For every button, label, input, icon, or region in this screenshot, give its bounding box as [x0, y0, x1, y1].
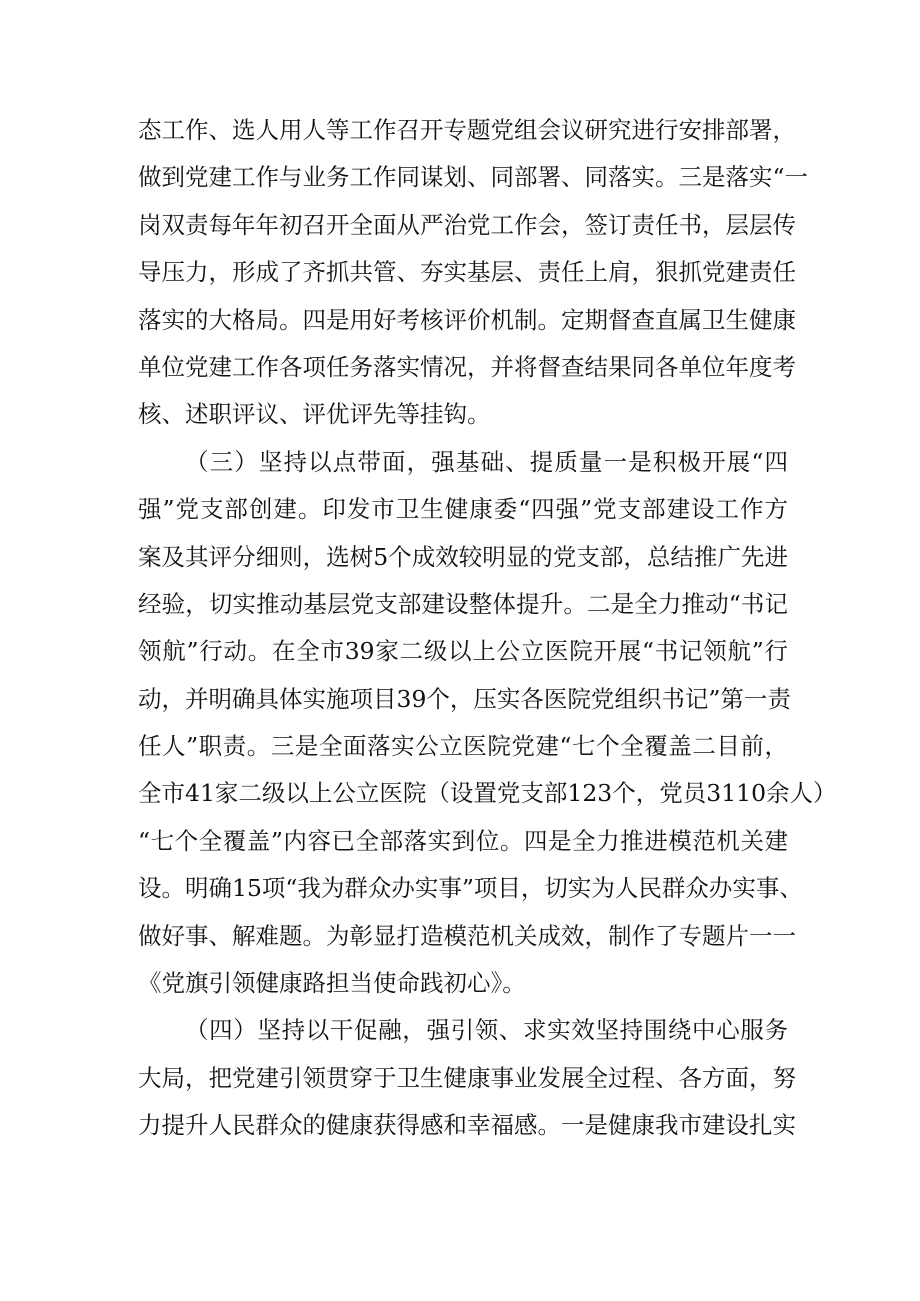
- text-line: 态工作、选人用人等工作召开专题党组会议研究进行安排部署，: [138, 116, 796, 144]
- text-line: （三）坚持以点带面，强基础、提质量一是积极开展“四: [185, 447, 788, 476]
- text-line: 全市41家二级以上公立医院（设置党支部123个，党员3110余人）: [138, 779, 837, 808]
- body-text: [138, 107, 837, 1150]
- text-line: 力提升人民群众的健康获得感和幸福感。一是健康我市建设扎实: [138, 1111, 796, 1140]
- text-line: 领航”行动。在全市39家二级以上公立医院开展“书记领航”行: [138, 637, 788, 666]
- text-line: 岗双责每年年初召开全面从严治党工作会，签订责任书，层层传: [138, 210, 796, 239]
- text-line: 落实的大格局。四是用好考核评价机制。定期督查直属卫生健康: [138, 305, 796, 334]
- text-line: 设。明确15项“我为群众办实事”项目，切实为人民群众办实事、: [138, 874, 803, 903]
- text-line: 做好事、解难题。为彰显打造模范机关成效，制作了专题片一一: [138, 921, 796, 950]
- text-line: 经验，切实推动基层党支部建设整体提升。二是全力推动“书记: [138, 589, 788, 618]
- text-line: 任人”职责。三是全面落实公立医院党建“七个全覆盖二目前，: [138, 732, 788, 761]
- text-line: 做到党建工作与业务工作同谋划、同部署、同落实。三是落实“一: [138, 163, 809, 192]
- text-line: 单位党建工作各项任务落实情况，并将督查结果同各单位年度考: [138, 352, 796, 381]
- text-line: 核、述职评议、评优评先等挂钩。: [138, 400, 491, 429]
- text-line: 案及其评分细则，选树5个成效较明显的党支部，总结推广先进: [138, 542, 788, 571]
- text-line: 导压力，形成了齐抓共管、夯实基层、责任上肩，狠抓党建责任: [138, 258, 796, 287]
- text-line: 《党旗引领健康路担当使命践初心》。: [138, 969, 526, 998]
- text-line: “七个全覆盖”内容已全部落实到位。四是全力推进模范机关建: [138, 826, 788, 855]
- text-line: 强”党支部创建。印发市卫生健康委“四强”党支部建设工作方: [138, 495, 788, 524]
- text-line: 动，并明确具体实施项目39个，压实各医院党组织书记”第一责: [138, 684, 791, 713]
- text-line: （四）坚持以干促融，强引领、求实效坚持围绕中心服务: [185, 1016, 788, 1045]
- text-line: 大局，把党建引领贯穿于卫生健康事业发展全过程、各方面，努: [138, 1063, 796, 1092]
